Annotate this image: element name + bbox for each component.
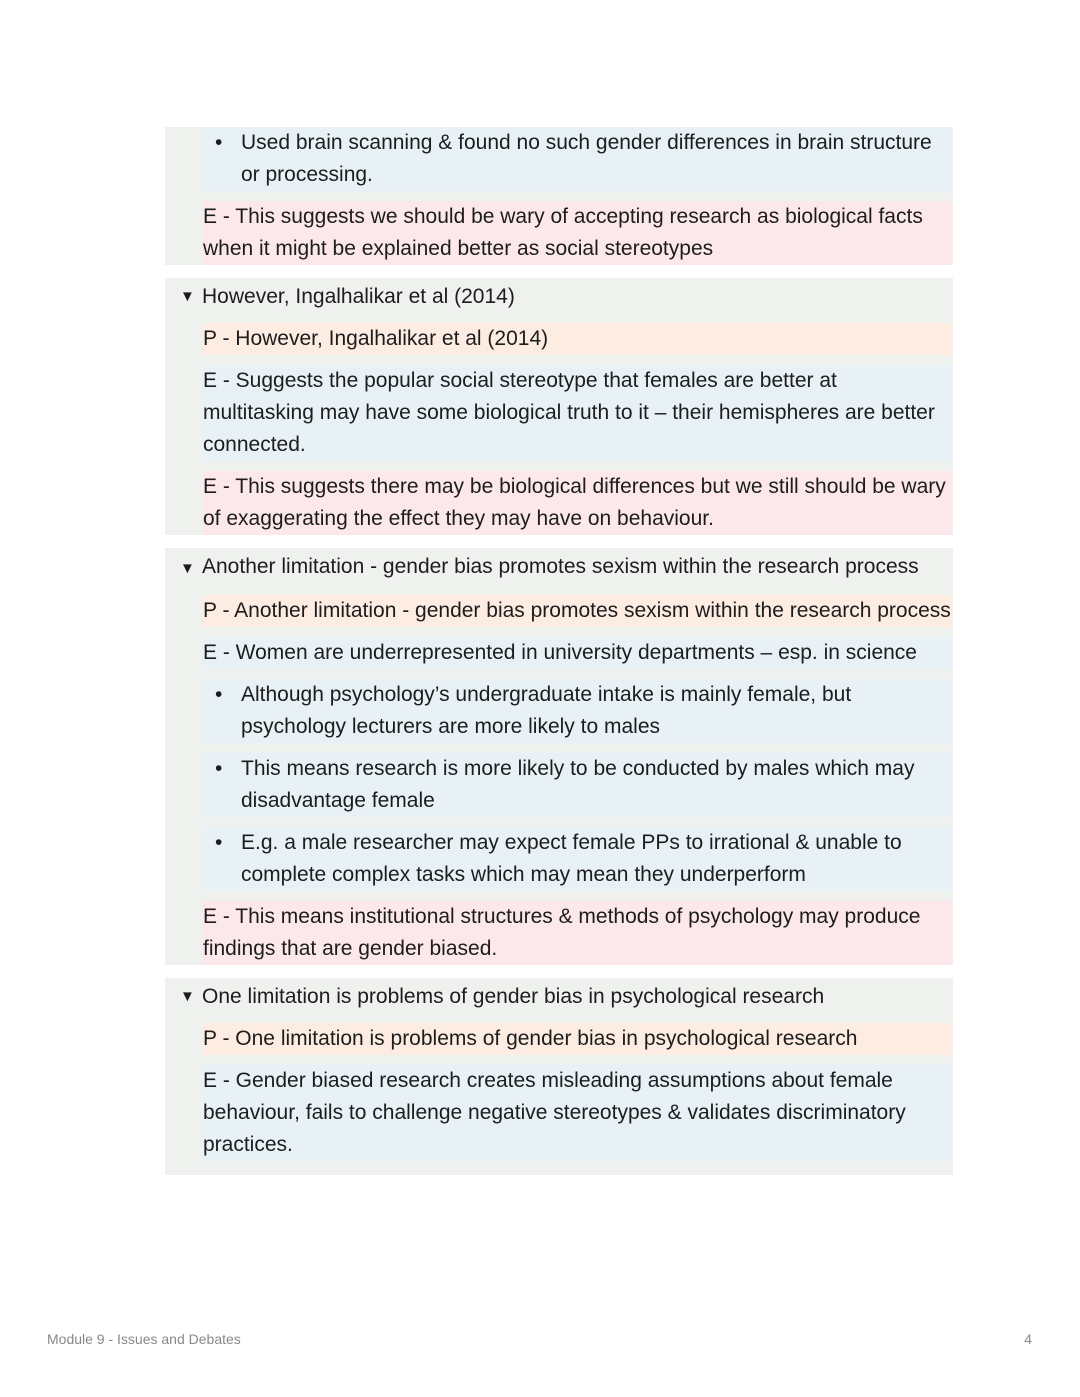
bullet-icon: • <box>215 683 223 706</box>
bullet-icon: • <box>215 131 223 154</box>
note-block-blue <box>203 365 953 461</box>
note-block-orange <box>203 595 953 627</box>
toggle-triangle-icon[interactable]: ▼ <box>180 560 195 577</box>
bullet-item <box>203 827 953 891</box>
toggle-header[interactable] <box>165 978 953 1013</box>
toggle-header[interactable] <box>165 278 953 313</box>
note-block-orange <box>203 1023 953 1055</box>
toggle-title: However, Ingalhalikar et al (2014) <box>202 285 515 308</box>
note-block-blue <box>203 637 953 669</box>
note-text: Although psychology’s undergraduate intake is mainly female, but psychology lecturers are more likely to males <box>241 683 852 738</box>
bullet-item <box>203 127 953 191</box>
toggle-block <box>165 548 953 965</box>
footer-title: Module 9 - Issues and Debates <box>47 1331 241 1347</box>
toggle-block <box>165 278 953 535</box>
bullet-icon: • <box>215 831 223 854</box>
toggle-block <box>165 127 953 265</box>
toggle-title: One limitation is problems of gender bias in psychological research <box>202 985 825 1008</box>
bullet-item <box>203 753 953 817</box>
toggle-block <box>165 978 953 1175</box>
note-text: E.g. a male researcher may expect female PPs to irrational & unable to complete complex tasks which may mean they underperform <box>241 831 902 886</box>
note-block-blue <box>203 1065 953 1161</box>
note-text: E - This means institutional structures & methods of psychology may produce findings that are gender biased. <box>203 905 921 960</box>
toggle-list <box>165 127 953 1188</box>
note-text: E - This suggests we should be wary of accepting research as biological facts when it might be explained better as social stereotypes <box>203 205 923 260</box>
note-block-orange <box>203 323 953 355</box>
toggle-triangle-icon[interactable]: ▼ <box>180 288 195 305</box>
note-block-pink <box>203 901 953 965</box>
note-text: E - Gender biased research creates misleading assumptions about female behaviour, fails to challenge negative stereotypes & validates discriminatory practices. <box>203 1069 906 1156</box>
toggle-triangle-icon[interactable]: ▼ <box>180 988 195 1005</box>
note-block-pink <box>203 201 953 265</box>
note-text: E - Suggests the popular social stereotype that females are better at multitasking may have some biological truth to it – their hemispheres are better connected. <box>203 369 935 456</box>
note-text: P - Another limitation - gender bias promotes sexism within the research process <box>203 599 951 622</box>
note-text: P - However, Ingalhalikar et al (2014) <box>203 327 549 350</box>
toggle-header[interactable] <box>165 548 953 585</box>
note-text: E - This suggests there may be biological differences but we still should be wary of exaggerating the effect they may have on behaviour. <box>203 475 946 530</box>
note-text: Used brain scanning & found no such gender differences in brain structure or processing. <box>241 131 932 186</box>
note-block-pink <box>203 471 953 535</box>
note-text: This means research is more likely to be conducted by males which may disadvantage female <box>241 757 915 812</box>
note-text: E - Women are underrepresented in university departments – esp. in science <box>203 641 917 664</box>
note-text: P - One limitation is problems of gender bias in psychological research <box>203 1027 858 1050</box>
bullet-item <box>203 679 953 743</box>
bullet-icon: • <box>215 757 223 780</box>
page-number: 4 <box>1024 1331 1032 1347</box>
toggle-title: Another limitation - gender bias promotes sexism within the research process <box>202 555 919 578</box>
